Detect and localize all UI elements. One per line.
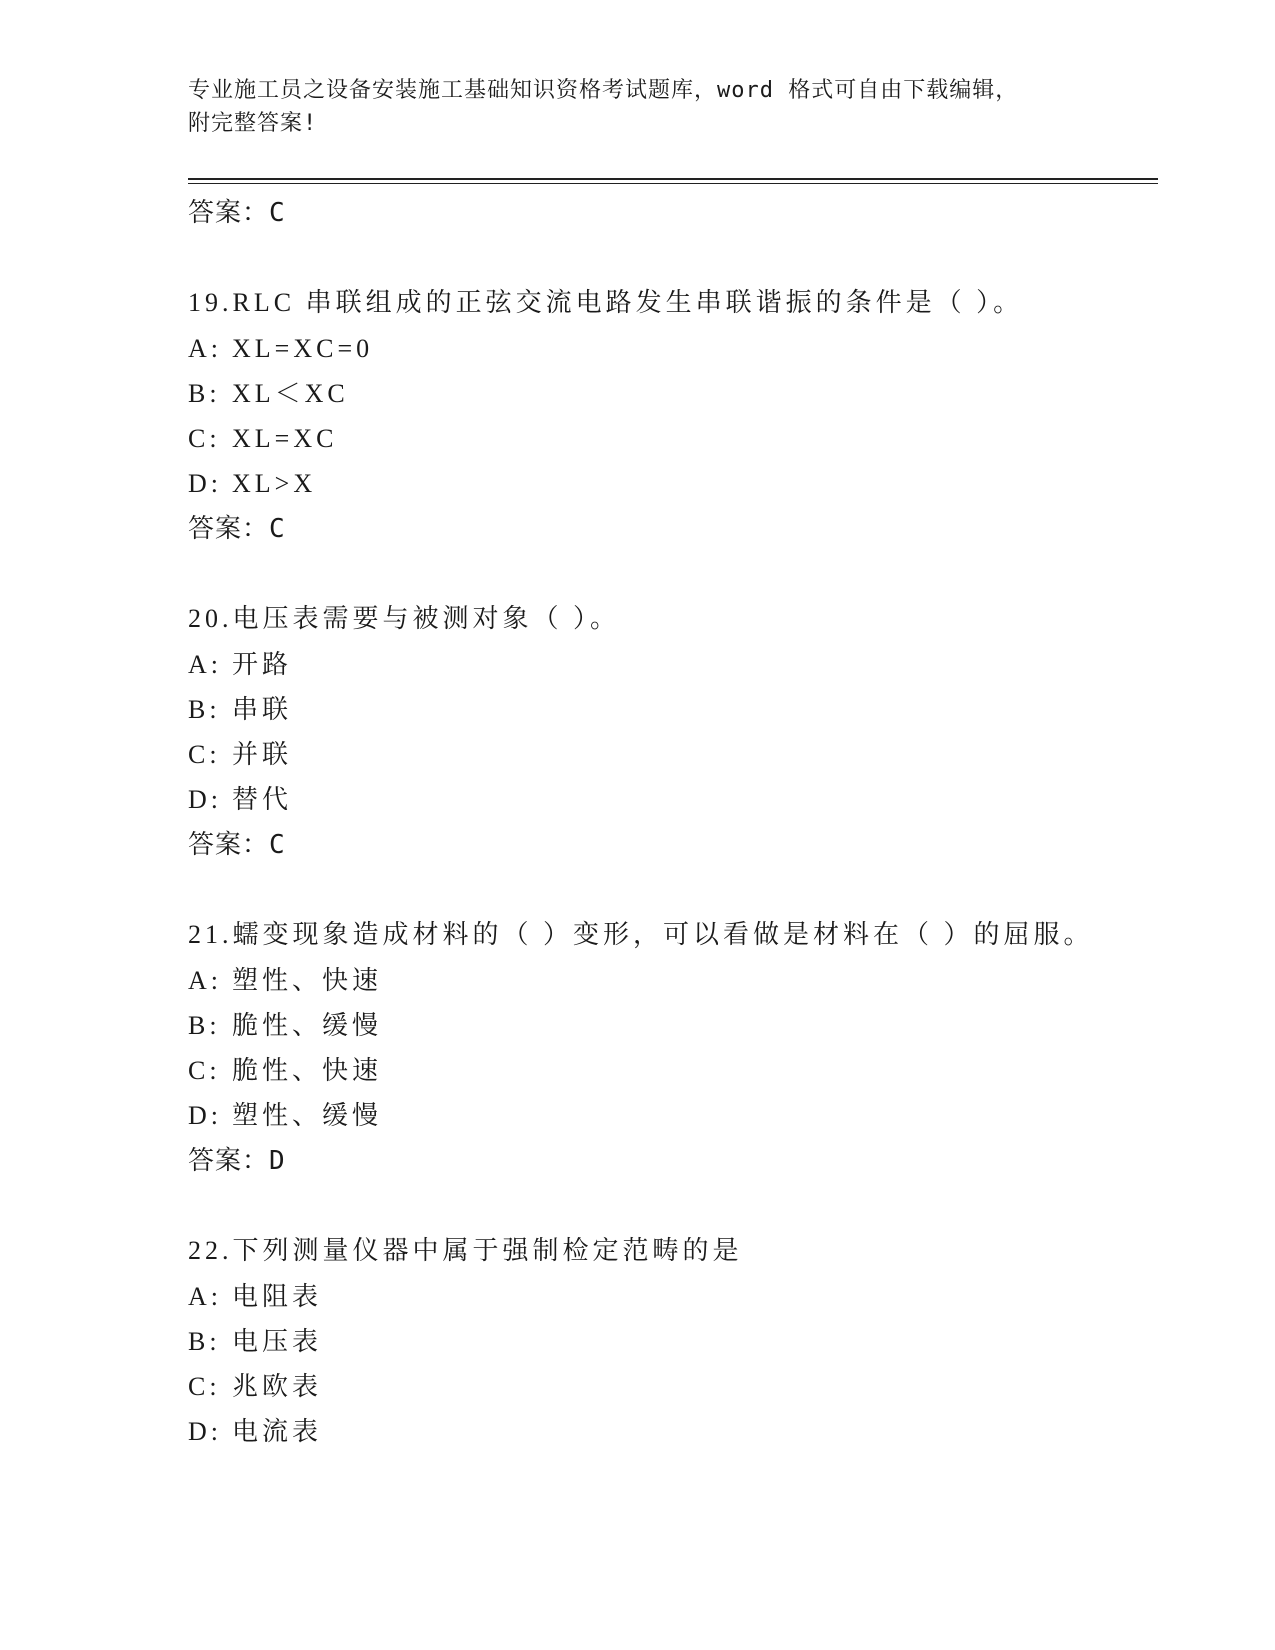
option-text: 电压表	[232, 1327, 323, 1356]
option-d	[188, 1093, 1158, 1138]
option-b	[188, 371, 1158, 416]
answer-line	[188, 506, 1158, 552]
header-line-2: 附完整答案!	[188, 111, 318, 136]
answer-line	[188, 822, 1158, 868]
option-b	[188, 687, 1158, 732]
header-divider	[188, 178, 1158, 184]
question-20	[188, 596, 1158, 868]
option-c	[188, 1364, 1158, 1409]
answer-line	[188, 1138, 1158, 1184]
option-text: 电阻表	[232, 1282, 323, 1311]
option-key: D:	[188, 1417, 222, 1446]
question-list	[188, 190, 1158, 1454]
document-header	[188, 74, 1088, 140]
option-key: D:	[188, 785, 222, 814]
option-key: D:	[188, 1101, 222, 1130]
option-c	[188, 1048, 1158, 1093]
option-text: 塑性、快速	[232, 966, 383, 995]
option-text: XL=XC	[232, 424, 338, 453]
option-key: C:	[188, 424, 221, 453]
option-text: 替代	[232, 785, 293, 814]
option-text: XL>X	[232, 469, 317, 498]
option-key: C:	[188, 1372, 221, 1401]
option-key: B:	[188, 379, 221, 408]
question-stem: 20.电压表需要与被测对象（ ）。	[188, 604, 621, 633]
question-stem: 21.蠕变现象造成材料的（ ）变形，可以看做是材料在（ ）的屈服。	[188, 920, 1094, 949]
option-key: D:	[188, 469, 222, 498]
option-text: 串联	[232, 695, 293, 724]
answer-label: 答案：	[188, 198, 270, 228]
option-d	[188, 1409, 1158, 1454]
answer-label: 答案：	[188, 1146, 270, 1176]
option-a	[188, 1274, 1158, 1319]
option-key: B:	[188, 1011, 221, 1040]
option-key: A:	[188, 966, 222, 995]
option-text: 脆性、快速	[232, 1056, 383, 1085]
header-line-1: 专业施工员之设备安装施工基础知识资格考试题库，word 格式可自由下载编辑，	[188, 78, 1019, 103]
option-c	[188, 732, 1158, 777]
question-21	[188, 912, 1158, 1184]
option-text: 兆欧表	[232, 1372, 323, 1401]
option-c	[188, 416, 1158, 461]
option-key: C:	[188, 740, 221, 769]
option-b	[188, 1319, 1158, 1364]
option-key: C:	[188, 1056, 221, 1085]
answer-value: C	[269, 514, 286, 544]
option-text: 并联	[232, 740, 293, 769]
option-d	[188, 461, 1158, 506]
option-text: XL＜XC	[232, 379, 349, 408]
option-d	[188, 777, 1158, 822]
option-key: B:	[188, 695, 221, 724]
option-text: 电流表	[232, 1417, 323, 1446]
answer-value: D	[269, 1146, 286, 1176]
option-key: A:	[188, 650, 222, 679]
answer-value: C	[269, 830, 286, 860]
option-text: XL=XC=0	[232, 334, 374, 363]
option-a	[188, 958, 1158, 1003]
answer-label: 答案：	[188, 830, 270, 860]
question-22	[188, 1228, 1158, 1454]
option-key: A:	[188, 334, 222, 363]
question-stem: 19.RLC 串联组成的正弦交流电路发生串联谐振的条件是（ ）。	[188, 288, 1024, 317]
option-text: 脆性、缓慢	[232, 1011, 383, 1040]
answer-value: C	[269, 198, 286, 228]
option-key: B:	[188, 1327, 221, 1356]
option-b	[188, 1003, 1158, 1048]
option-text: 开路	[232, 650, 293, 679]
option-a	[188, 642, 1158, 687]
option-text: 塑性、缓慢	[232, 1101, 383, 1130]
option-a	[188, 326, 1158, 371]
option-key: A:	[188, 1282, 222, 1311]
question-stem: 22.下列测量仪器中属于强制检定范畴的是	[188, 1236, 743, 1265]
answer-line	[188, 190, 1158, 236]
answer-label: 答案：	[188, 514, 270, 544]
question-19	[188, 280, 1158, 552]
